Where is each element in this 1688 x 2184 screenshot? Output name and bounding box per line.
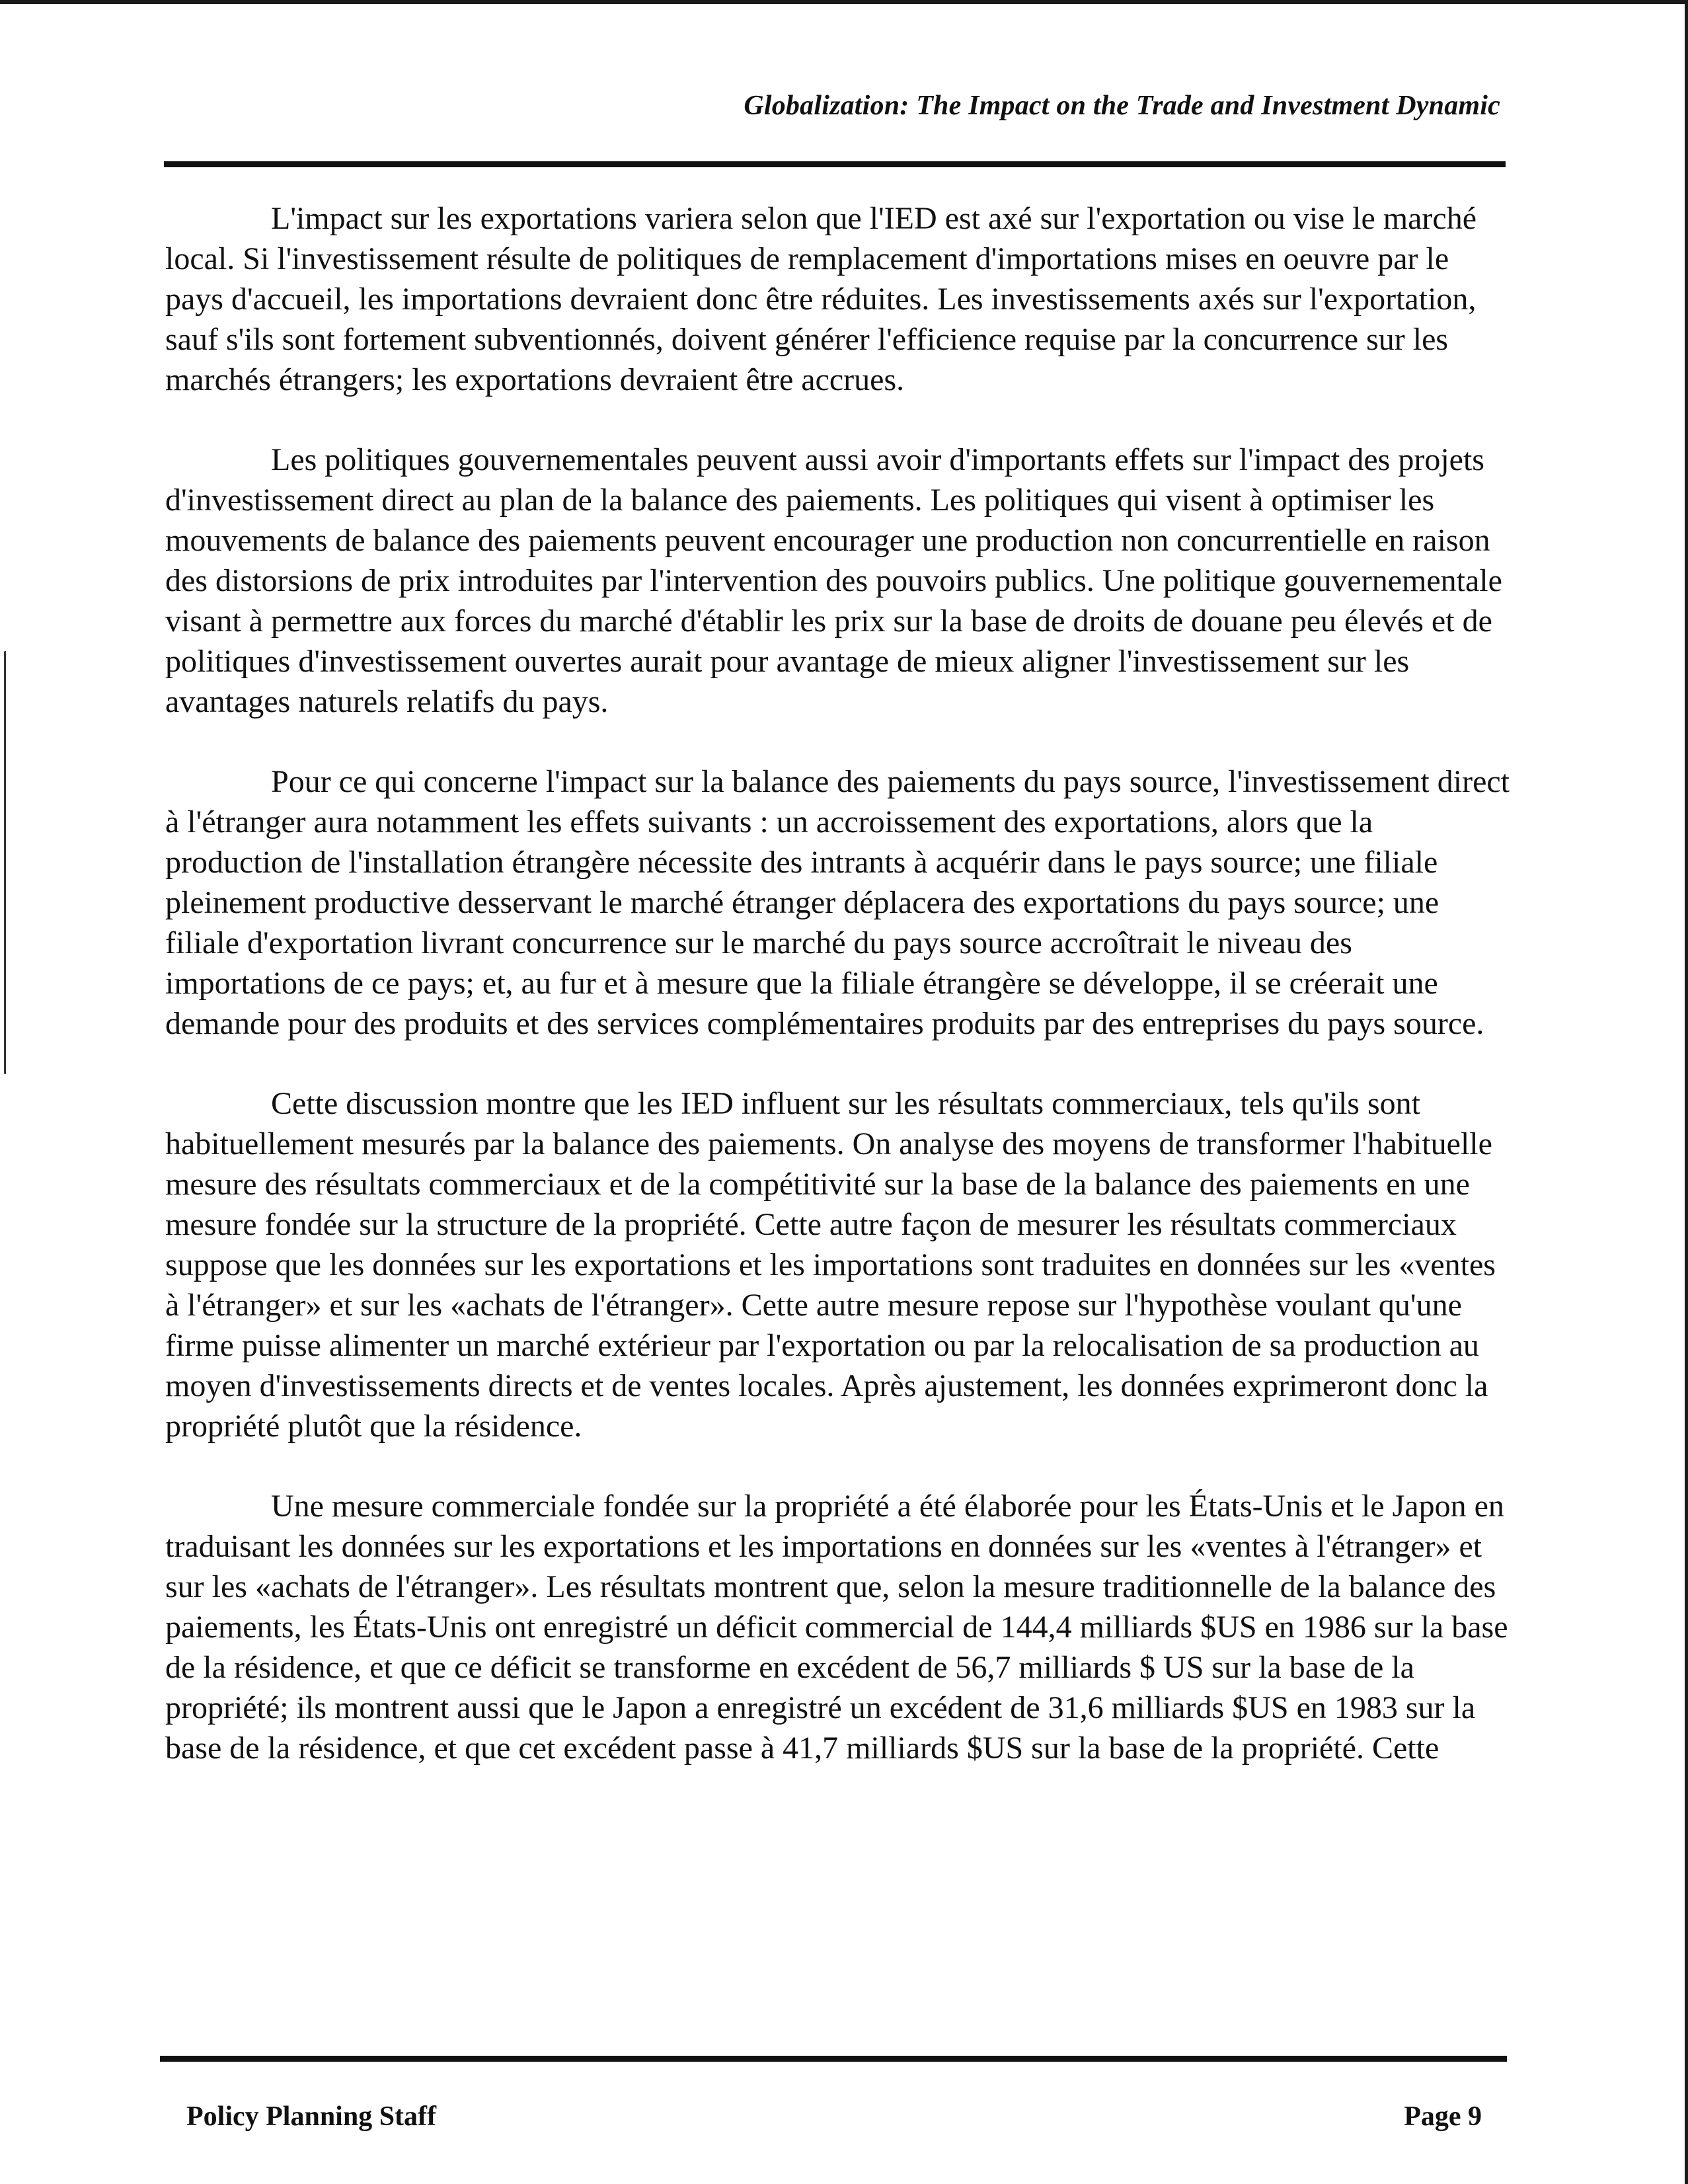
scan-border-right bbox=[1685, 0, 1688, 2184]
running-header: Globalization: The Impact on the Trade and Investment Dynamic bbox=[744, 91, 1500, 121]
paragraph: Les politiques gouvernementales peuvent aussi avoir d'importants effets sur l'impact des projets d'investissement direct au plan de la balance des paiements. Les politiques qui visent à optimiser les mouvements de balance des paiements peuvent encourager une production non concurrentielle en raison des distorsions de prix introduites par l'intervention des pouvoirs publics. Une politique gouvernementale visant à permettre aux forces du marché d'établir les prix sur la base de droits de douane peu élevés et de politiques d'investissement ouvertes aurait pour avantage de mieux aligner l'investissement sur les avantages naturels relatifs du pays. bbox=[165, 442, 1502, 719]
paragraph: Pour ce qui concerne l'impact sur la balance des paiements du pays source, l'investissement direct à l'étranger aura notamment les effets suivants : un accroissement des exportations, alors que la production de l'installation étrangère nécessite des intrants à acquérir dans le pays source; une filiale pleinement productive desservant le marché étranger déplacera des exportations du pays source; une filiale d'exportation livrant concurrence sur le marché du pays source accroîtrait le niveau des importations de ce pays; et, au fur et à mesure que la filiale étrangère se développe, il se créerait une demande pour des produits et des services complémentaires produits par des entreprises du pays source. bbox=[165, 764, 1510, 1041]
paragraph: Cette discussion montre que les IED influent sur les résultats commerciaux, tels qu'ils sont habituellement mesurés par la balance des paiements. On analyse des moyens de transformer l'habituelle mesure des résultats commerciaux et de la compétitivité sur la base de la balance des paiements en une mesure fondée sur la structure de la propriété. Cette autre façon de mesurer les résultats commerciaux suppose que les données sur les exportations et les importations sont traduites en données sur les «ventes à l'étranger» et sur les «achats de l'étranger». Cette autre mesure repose sur l'hypothèse voulant qu'une firme puisse alimenter un marché extérieur par l'exportation ou par la relocalisation de sa production au moyen d'investissements directs et de ventes locales. Après ajustement, les données exprimeront donc la propriété plutôt que la résidence. bbox=[165, 1086, 1496, 1444]
paragraph: L'impact sur les exportations variera selon que l'IED est axé sur l'exportation ou vise le marché local. Si l'investissement résulte de politiques de remplacement d'importations mises en oeuvre par le pays d'accueil, les importations devraient donc être réduites. Les investissements axés sur l'exportation, sauf s'ils sont fortement subventionnés, doivent générer l'efficience requise par la concurrence sur les marchés étrangers; les exportations devraient être accrues. bbox=[165, 201, 1477, 397]
scan-margin-mark bbox=[4, 651, 9, 1074]
body-text bbox=[165, 198, 1514, 1808]
page-number: Page 9 bbox=[1404, 2101, 1482, 2132]
scan-border-top bbox=[0, 0, 1688, 4]
footer-rule bbox=[160, 2056, 1507, 2062]
footer-organization: Policy Planning Staff bbox=[186, 2101, 437, 2132]
paragraph: Une mesure commerciale fondée sur la propriété a été élaborée pour les États-Unis et le Japon en traduisant les données sur les exportations et les importations en données sur les «ventes à l'étranger» et sur les «achats de l'étranger». Les résultats montrent que, selon la mesure traditionnelle de la balance des paiements, les États-Unis ont enregistré un déficit commercial de 144,4 milliards $US en 1986 sur la base de la résidence, et que ce déficit se transforme en excédent de 56,7 milliards $ US sur la base de la propriété; ils montrent aussi que le Japon a enregistré un excédent de 31,6 milliards $US en 1983 sur la base de la résidence, et que cet excédent passe à 41,7 milliards $US sur la base de la propriété. Cette bbox=[165, 1489, 1508, 1766]
header-rule bbox=[164, 161, 1506, 167]
